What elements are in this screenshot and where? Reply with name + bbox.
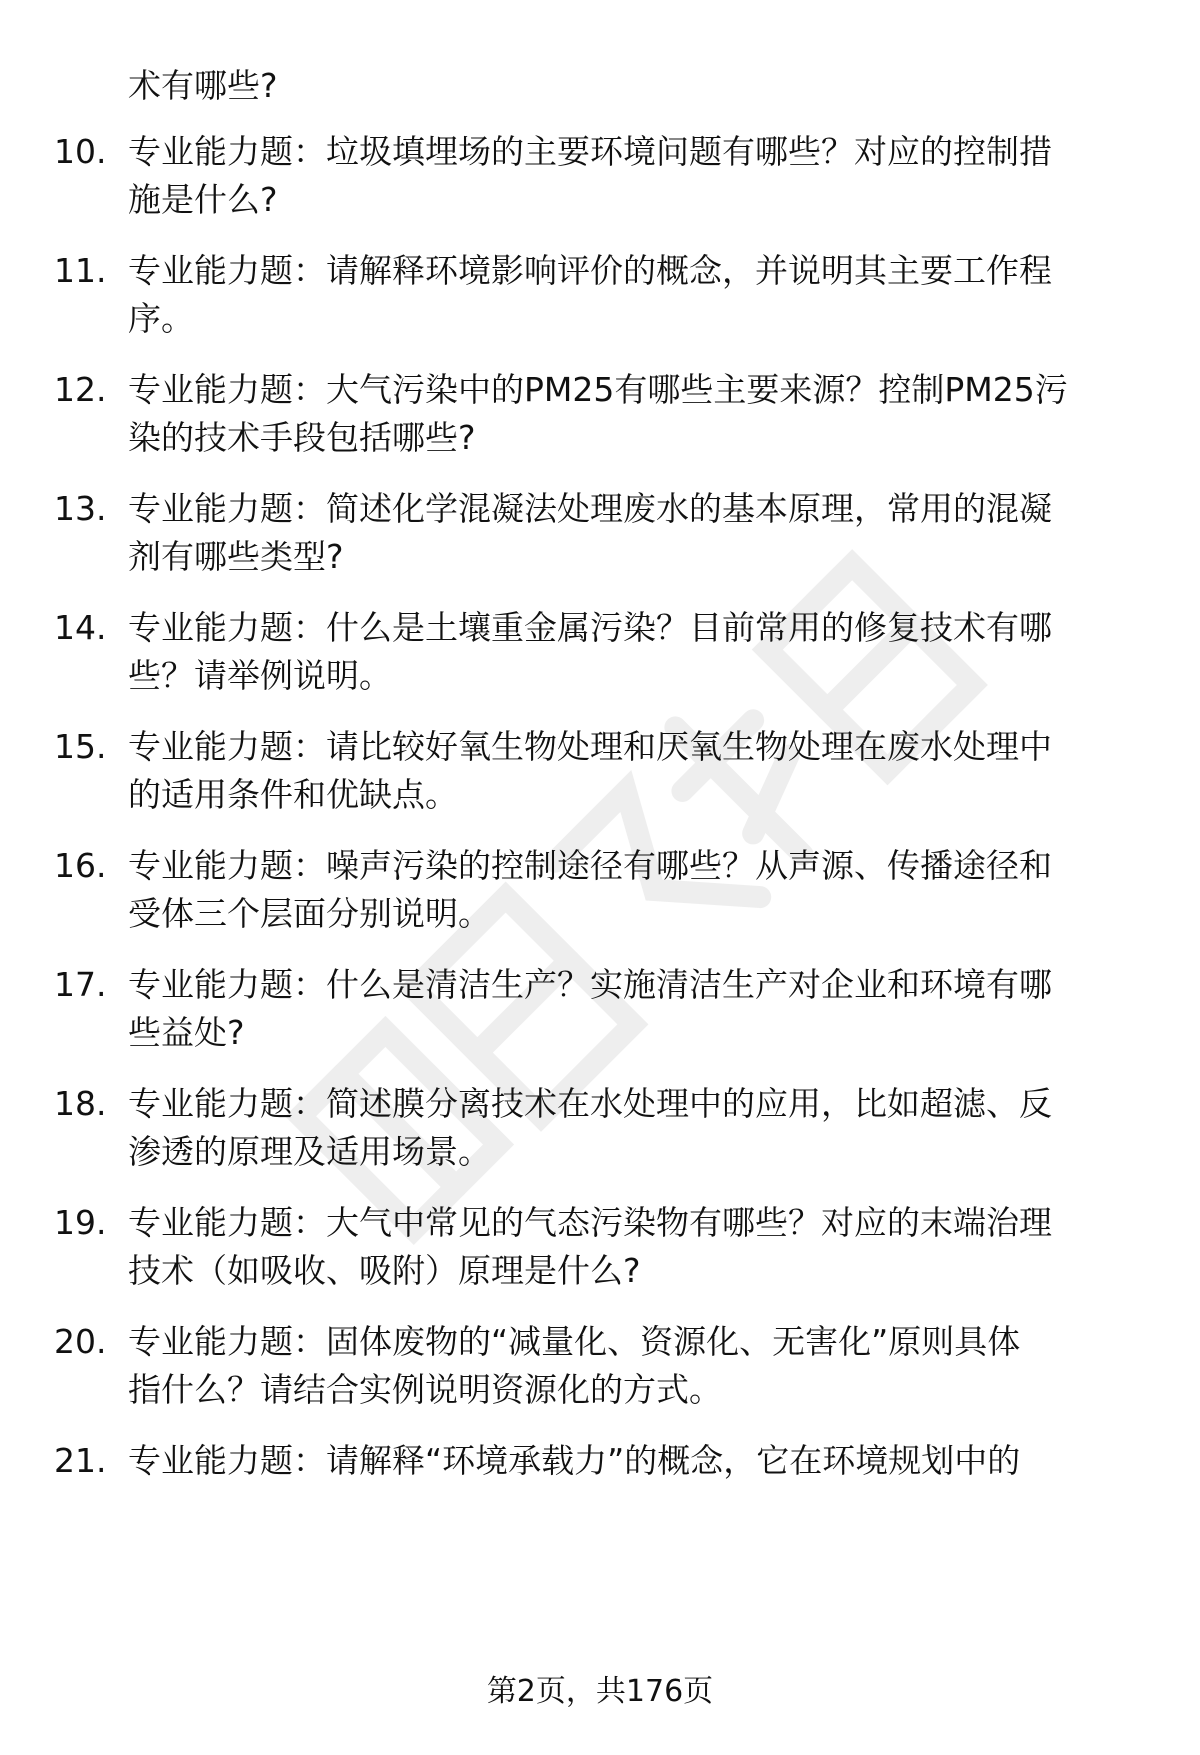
item-line: 专业能力题：大气污染中的PM25有哪些主要来源？控制PM25污	[128, 370, 1068, 409]
item-line: 专业能力题：噪声污染的控制途径有哪些？从声源、传播途径和	[128, 846, 1052, 885]
item-line: 专业能力题：垃圾填埋场的主要环境问题有哪些？对应的控制措	[128, 132, 1052, 171]
item-line: 指什么？请结合实例说明资源化的方式。	[128, 1370, 722, 1409]
item-number: 12.	[54, 370, 107, 409]
item-line: 专业能力题：大气中常见的气态污染物有哪些？对应的末端治理	[128, 1203, 1052, 1242]
item-line: 染的技术手段包括哪些?	[128, 418, 476, 457]
item-text	[128, 1199, 1148, 1295]
item-number: 15.	[54, 727, 107, 766]
item-line: 的适用条件和优缺点。	[128, 775, 458, 814]
item-line: 专业能力题：简述化学混凝法处理废水的基本原理，常用的混凝	[128, 489, 1052, 528]
item-text	[128, 485, 1148, 581]
item-text	[128, 1318, 1148, 1414]
item-text	[128, 842, 1148, 938]
item-line: 些益处?	[128, 1013, 245, 1052]
item-number: 11.	[54, 251, 107, 290]
item-line: 些？请举例说明。	[128, 656, 392, 695]
item-number: 17.	[54, 965, 107, 1004]
continuation-text: 术有哪些?	[128, 66, 278, 105]
item-text	[128, 366, 1148, 462]
item-line: 渗透的原理及适用场景。	[128, 1132, 491, 1171]
item-line: 受体三个层面分别说明。	[128, 894, 491, 933]
item-line: 剂有哪些类型?	[128, 537, 344, 576]
item-number: 10.	[54, 132, 107, 171]
item-line: 专业能力题：什么是清洁生产？实施清洁生产对企业和环境有哪	[128, 965, 1052, 1004]
item-line: 专业能力题：简述膜分离技术在水处理中的应用，比如超滤、反	[128, 1084, 1052, 1123]
item-number: 14.	[54, 608, 107, 647]
item-text	[128, 1437, 1148, 1485]
item-number: 19.	[54, 1203, 107, 1242]
item-line: 序。	[128, 299, 194, 338]
item-text	[128, 604, 1148, 700]
item-line: 专业能力题：请解释“环境承载力”的概念，它在环境规划中的	[128, 1441, 1021, 1480]
item-line: 施是什么?	[128, 180, 278, 219]
item-number: 13.	[54, 489, 107, 528]
item-number: 21.	[54, 1441, 107, 1480]
item-line: 专业能力题：固体废物的“减量化、资源化、无害化”原则具体	[128, 1322, 1021, 1361]
item-line: 专业能力题：请比较好氧生物处理和厌氧生物处理在废水处理中	[128, 727, 1052, 766]
item-line: 技术（如吸收、吸附）原理是什么?	[128, 1251, 641, 1290]
item-line: 专业能力题：什么是土壤重金属污染？目前常用的修复技术有哪	[128, 608, 1052, 647]
item-text	[128, 961, 1148, 1057]
page-footer: 第2页，共176页	[486, 1674, 714, 1709]
item-text	[128, 128, 1148, 224]
item-text	[128, 1080, 1148, 1176]
item-number: 20.	[54, 1322, 107, 1361]
item-text	[128, 247, 1148, 343]
item-text	[128, 723, 1148, 819]
item-line: 专业能力题：请解释环境影响评价的概念，并说明其主要工作程	[128, 251, 1052, 290]
item-number: 18.	[54, 1084, 107, 1123]
item-number: 16.	[54, 846, 107, 885]
